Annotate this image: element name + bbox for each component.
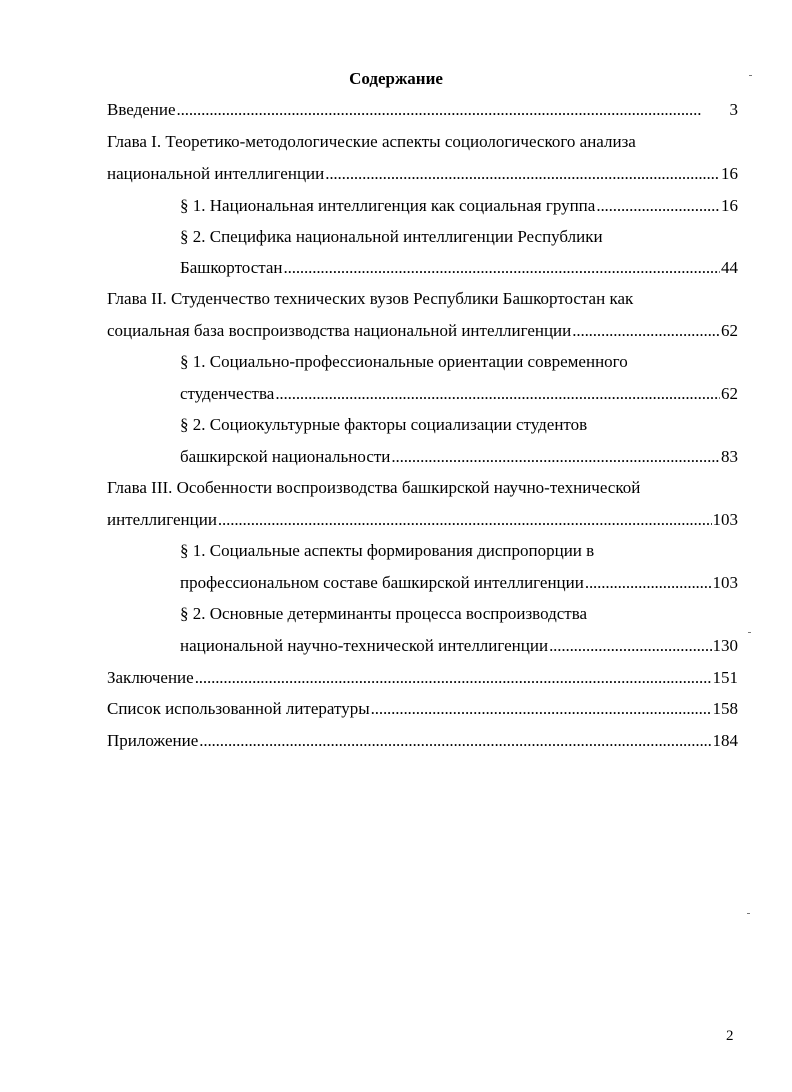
- toc-section-3-2-heading: [180, 604, 587, 624]
- toc-entry-appendix: [107, 731, 738, 751]
- page-title: Содержание: [349, 69, 443, 88]
- toc-section-3-1: [180, 573, 738, 593]
- toc-leader-dots: [391, 447, 720, 467]
- toc-section-3-1-heading: [180, 541, 594, 561]
- toc-entry-text: профессиональном составе башкирской интеллигенции: [180, 573, 584, 592]
- toc-entry-text: § 2. Социокультурные факторы социализации студентов: [180, 415, 588, 434]
- toc-leader-dots: [325, 164, 720, 184]
- toc-entry-text: Введение: [107, 100, 176, 119]
- toc-entry-text: Глава III. Особенности воспроизводства башкирской научно-технической: [107, 478, 641, 497]
- toc-entry-text: § 1. Социально-профессиональные ориентации современного: [180, 352, 628, 371]
- toc-leader-dots: [199, 731, 711, 751]
- toc-entry-text: Список использованной литературы: [107, 699, 370, 718]
- toc-entry-text: § 2. Специфика национальной интеллигенции Республики: [180, 227, 603, 246]
- toc-entry-page: 151: [712, 668, 738, 687]
- scan-speck: [747, 913, 750, 914]
- toc-leader-dots: [195, 668, 712, 688]
- toc-leader-dots: [177, 100, 729, 120]
- toc-entry-page: 130: [712, 636, 738, 655]
- toc-entry-text: § 2. Основные детерминанты процесса воспроизводства: [180, 604, 588, 623]
- scan-speck: [748, 632, 751, 633]
- toc-section-1-2-heading: [180, 227, 603, 247]
- toc-leader-dots: [596, 196, 720, 216]
- toc-section-3-2: [180, 636, 738, 656]
- toc-leader-dots: [549, 636, 711, 656]
- toc-chapter-1: [107, 164, 738, 184]
- toc-entry-text: § 1. Национальная интеллигенция как социальная группа: [180, 196, 596, 215]
- toc-section-2-2-heading: [180, 415, 587, 435]
- toc-entry-page: 16: [721, 196, 738, 215]
- toc-entry-text: Башкортостан: [180, 258, 283, 277]
- toc-section-2-1-heading: [180, 352, 628, 372]
- toc-leader-dots: [218, 510, 712, 530]
- toc-entry-page: 83: [721, 447, 738, 466]
- toc-entry-page: 44: [721, 258, 738, 277]
- toc-chapter-2-heading: [107, 289, 633, 309]
- toc-entry-text: § 1. Социальные аспекты формирования диспропорции в: [180, 541, 595, 560]
- toc-entry-page: 62: [721, 384, 738, 403]
- toc-entry-text: Приложение: [107, 731, 199, 750]
- toc-entry-text: национальной интеллигенции: [107, 164, 325, 183]
- toc-entry-text: Заключение: [107, 668, 194, 687]
- page-number: 2: [726, 1028, 734, 1044]
- toc-entry-page: 16: [721, 164, 738, 183]
- toc-leader-dots: [284, 258, 720, 278]
- toc-leader-dots: [371, 699, 712, 719]
- toc-entry-page: 103: [712, 510, 738, 529]
- toc-entry-text: интеллигенции: [107, 510, 217, 529]
- toc-entry-conclusion: [107, 668, 738, 688]
- toc-chapter-3: [107, 510, 738, 530]
- toc-entry-text: Глава II. Студенчество технических вузов Республики Башкортостан как: [107, 289, 634, 308]
- toc-entry-text: социальная база воспроизводства национальной интеллигенции: [107, 321, 572, 340]
- toc-entry-page: 3: [729, 100, 738, 119]
- toc-entry-text: студенчества: [180, 384, 275, 403]
- toc-entry-text: Глава I. Теоретико-методологические аспекты социологического анализа: [107, 132, 636, 151]
- toc-entry-page: 184: [712, 731, 738, 750]
- toc-leader-dots: [585, 573, 712, 593]
- scan-speck: [749, 75, 752, 76]
- toc-chapter-2: [107, 321, 738, 341]
- toc-entry-text: национальной научно-технической интеллигенции: [180, 636, 549, 655]
- toc-entry-text: башкирской национальности: [180, 447, 391, 466]
- toc-entry-page: 62: [721, 321, 738, 340]
- toc-section-2-1: [180, 384, 738, 404]
- toc-entry-introduction: [107, 100, 738, 120]
- toc-leader-dots: [572, 321, 720, 341]
- toc-section-1-2: [180, 258, 738, 278]
- toc-entry-page: 158: [712, 699, 738, 718]
- toc-section-1-1: [180, 196, 738, 216]
- toc-chapter-1-heading: [107, 132, 636, 152]
- toc-section-2-2: [180, 447, 738, 467]
- toc-entry-references: [107, 699, 738, 719]
- toc-entry-page: 103: [712, 573, 738, 592]
- toc-chapter-3-heading: [107, 478, 640, 498]
- toc-leader-dots: [275, 384, 720, 404]
